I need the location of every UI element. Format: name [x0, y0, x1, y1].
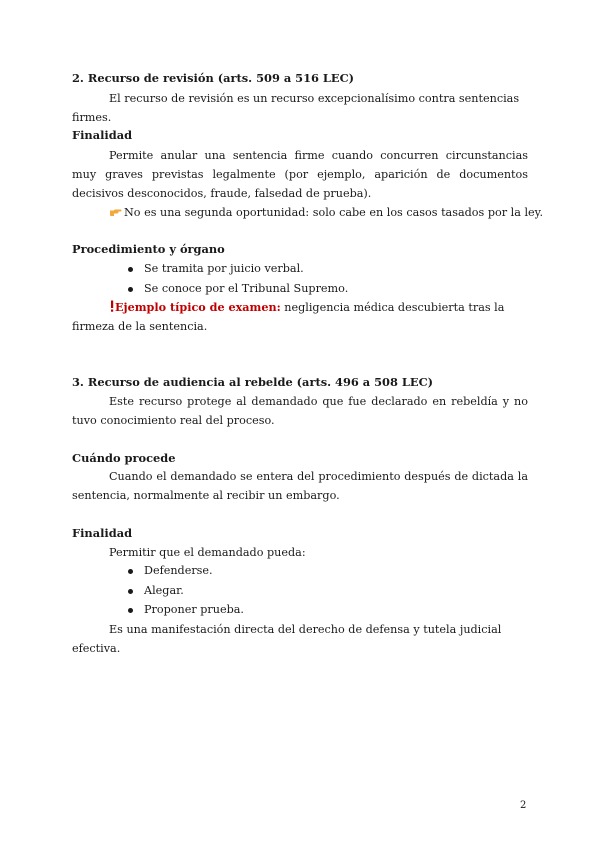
exam-example-label: Ejemplo típico de examen:	[115, 300, 281, 314]
list-item: Se conoce por el Tribunal Supremo.	[72, 279, 528, 299]
section-3-finalidad-lead: Permitir que el demandado pueda:	[109, 546, 306, 559]
pointing-hand-icon	[109, 207, 122, 217]
section-2-finalidad-text: Permite anular una sentencia firme cuando concurren circunstancias muy graves previstas legalmente (por ejemplo, aparición de documentos decisivos desconocidos, fraude, falsedad de prueba).	[72, 149, 528, 200]
list-item: Se tramita por juicio verbal.	[72, 259, 528, 279]
section-2-finalidad-heading: Finalidad	[72, 128, 133, 142]
list-item: Alegar.	[72, 581, 528, 601]
section-2-procedimiento-heading: Procedimiento y órgano	[72, 242, 225, 256]
section-2-example	[72, 298, 528, 336]
exam-example-text: negligencia médica descubierta tras la firmeza de la sentencia.	[72, 301, 505, 333]
section-2-intro: El recurso de revisión es un recurso excepcionalísimo contra sentencias firmes.	[72, 92, 520, 124]
section-3-closing: Es una manifestación directa del derecho de defensa y tutela judicial efectiva.	[72, 623, 502, 655]
section-3-heading: 3. Recurso de audiencia al rebelde (arts. 496 a 508 LEC)	[72, 375, 434, 389]
page-number: 2	[520, 800, 527, 811]
list-item: Proponer prueba.	[72, 600, 528, 620]
section-2-heading: 2. Recurso de revisión (arts. 509 a 516 LEC)	[72, 71, 355, 85]
section-3-intro: Este recurso protege al demandado que fue declarado en rebeldía y no tuvo conocimiento real del proceso.	[72, 395, 528, 427]
section-3-cuando-text: Cuando el demandado se entera del procedimiento después de dictada la sentencia, normalmente al recibir un embargo.	[72, 470, 528, 502]
section-3-finalidad-list	[72, 561, 528, 620]
section-3-finalidad-heading: Finalidad	[72, 526, 133, 540]
section-2-note-text: No es una segunda oportunidad: solo cabe en los casos tasados por la ley.	[124, 206, 544, 219]
section-2-note	[72, 203, 565, 222]
list-item: Defenderse.	[72, 561, 528, 581]
section-3-cuando-heading: Cuándo procede	[72, 451, 176, 465]
section-2-procedimiento-list	[72, 259, 528, 298]
